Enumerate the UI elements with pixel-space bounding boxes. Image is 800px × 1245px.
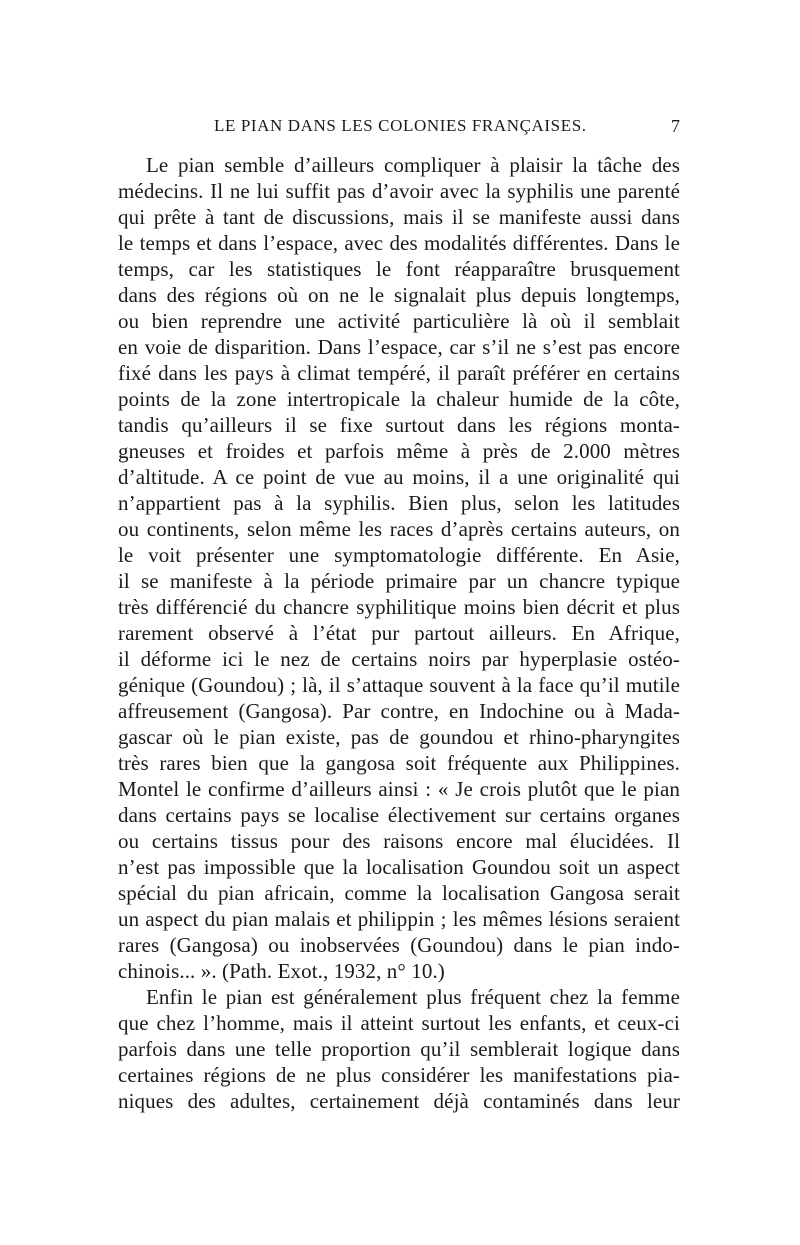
text-line: génique (Goundou) ; là, il s’attaque souvent à la face qu’il mutile	[118, 673, 680, 697]
text-line: médecins. Il ne lui suffit pas d’avoir avec la syphilis une parenté	[118, 179, 680, 203]
text-line: gneuses et froides et parfois même à près de 2.000 mètres	[118, 439, 680, 463]
text-line: qui prête à tant de discussions, mais il se manifeste aussi dans	[118, 205, 680, 229]
text-line: en voie de disparition. Dans l’espace, car s’il ne s’est pas encore	[118, 335, 680, 359]
text-line: tandis qu’ailleurs il se fixe surtout dans les régions monta-	[118, 413, 680, 437]
body-text	[118, 152, 680, 1114]
paragraph-2	[118, 984, 680, 1114]
text-line: rarement observé à l’état pur partout ailleurs. En Afrique,	[118, 621, 680, 645]
text-line: spécial du pian africain, comme la localisation Gangosa serait	[118, 881, 680, 905]
text-line: il déforme ici le nez de certains noirs par hyperplasie ostéo-	[118, 647, 680, 671]
text-line: chinois... ». (Path. Exot., 1932, n° 10.)	[118, 959, 445, 983]
text-line: Le pian semble d’ailleurs compliquer à plaisir la tâche des	[146, 153, 680, 177]
text-line: très rares bien que la gangosa soit fréquente aux Philippines.	[118, 751, 680, 775]
text-line: rares (Gangosa) ou inobservées (Goundou) dans le pian indo-	[118, 933, 680, 957]
text-line: fixé dans les pays à climat tempéré, il paraît préférer en certains	[118, 361, 680, 385]
text-line: le temps et dans l’espace, avec des modalités différentes. Dans le	[118, 231, 680, 255]
text-line: le voit présenter une symptomatologie différente. En Asie,	[118, 543, 680, 567]
text-line: temps, car les statistiques le font réapparaître brusquement	[118, 257, 680, 281]
text-line: certaines régions de ne plus considérer les manifestations pia-	[118, 1063, 680, 1087]
text-line: niques des adultes, certainement déjà contaminés dans leur	[118, 1089, 680, 1113]
text-line: n’appartient pas à la syphilis. Bien plus, selon les latitudes	[118, 491, 680, 515]
text-line: que chez l’homme, mais il atteint surtout les enfants, et ceux-ci	[118, 1011, 680, 1035]
page-number: 7	[671, 116, 680, 136]
text-line: ou continents, selon même les races d’après certains auteurs, on	[118, 517, 680, 541]
text-line: il se manifeste à la période primaire par un chancre typique	[118, 569, 680, 593]
text-line: un aspect du pian malais et philippin ; les mêmes lésions seraient	[118, 907, 680, 931]
page-header	[118, 116, 680, 142]
text-line: ou certains tissus pour des raisons encore mal élucidées. Il	[118, 829, 680, 853]
text-line: dans des régions où on ne le signalait plus depuis longtemps,	[118, 283, 680, 307]
text-line: dans certains pays se localise électivement sur certains organes	[118, 803, 680, 827]
text-line: ou bien reprendre une activité particulière là où il semblait	[118, 309, 680, 333]
text-line: n’est pas impossible que la localisation Goundou soit un aspect	[118, 855, 680, 879]
text-line: parfois dans une telle proportion qu’il semblerait logique dans	[118, 1037, 680, 1061]
text-line: gascar où le pian existe, pas de goundou et rhino-pharyngites	[118, 725, 680, 749]
text-line: très différencié du chancre syphilitique moins bien décrit et plus	[118, 595, 680, 619]
text-line: points de la zone intertropicale la chaleur humide de la côte,	[118, 387, 680, 411]
text-line: Enfin le pian est généralement plus fréquent chez la femme	[146, 985, 680, 1009]
text-line: Montel le confirme d’ailleurs ainsi : « Je crois plutôt que le pian	[118, 777, 680, 801]
text-line: affreusement (Gangosa). Par contre, en Indochine ou à Mada-	[118, 699, 680, 723]
running-title: LE PIAN DANS LES COLONIES FRANÇAISES.	[214, 116, 587, 135]
text-line: d’altitude. A ce point de vue au moins, il a une originalité qui	[118, 465, 680, 489]
paragraph-1	[118, 152, 680, 984]
